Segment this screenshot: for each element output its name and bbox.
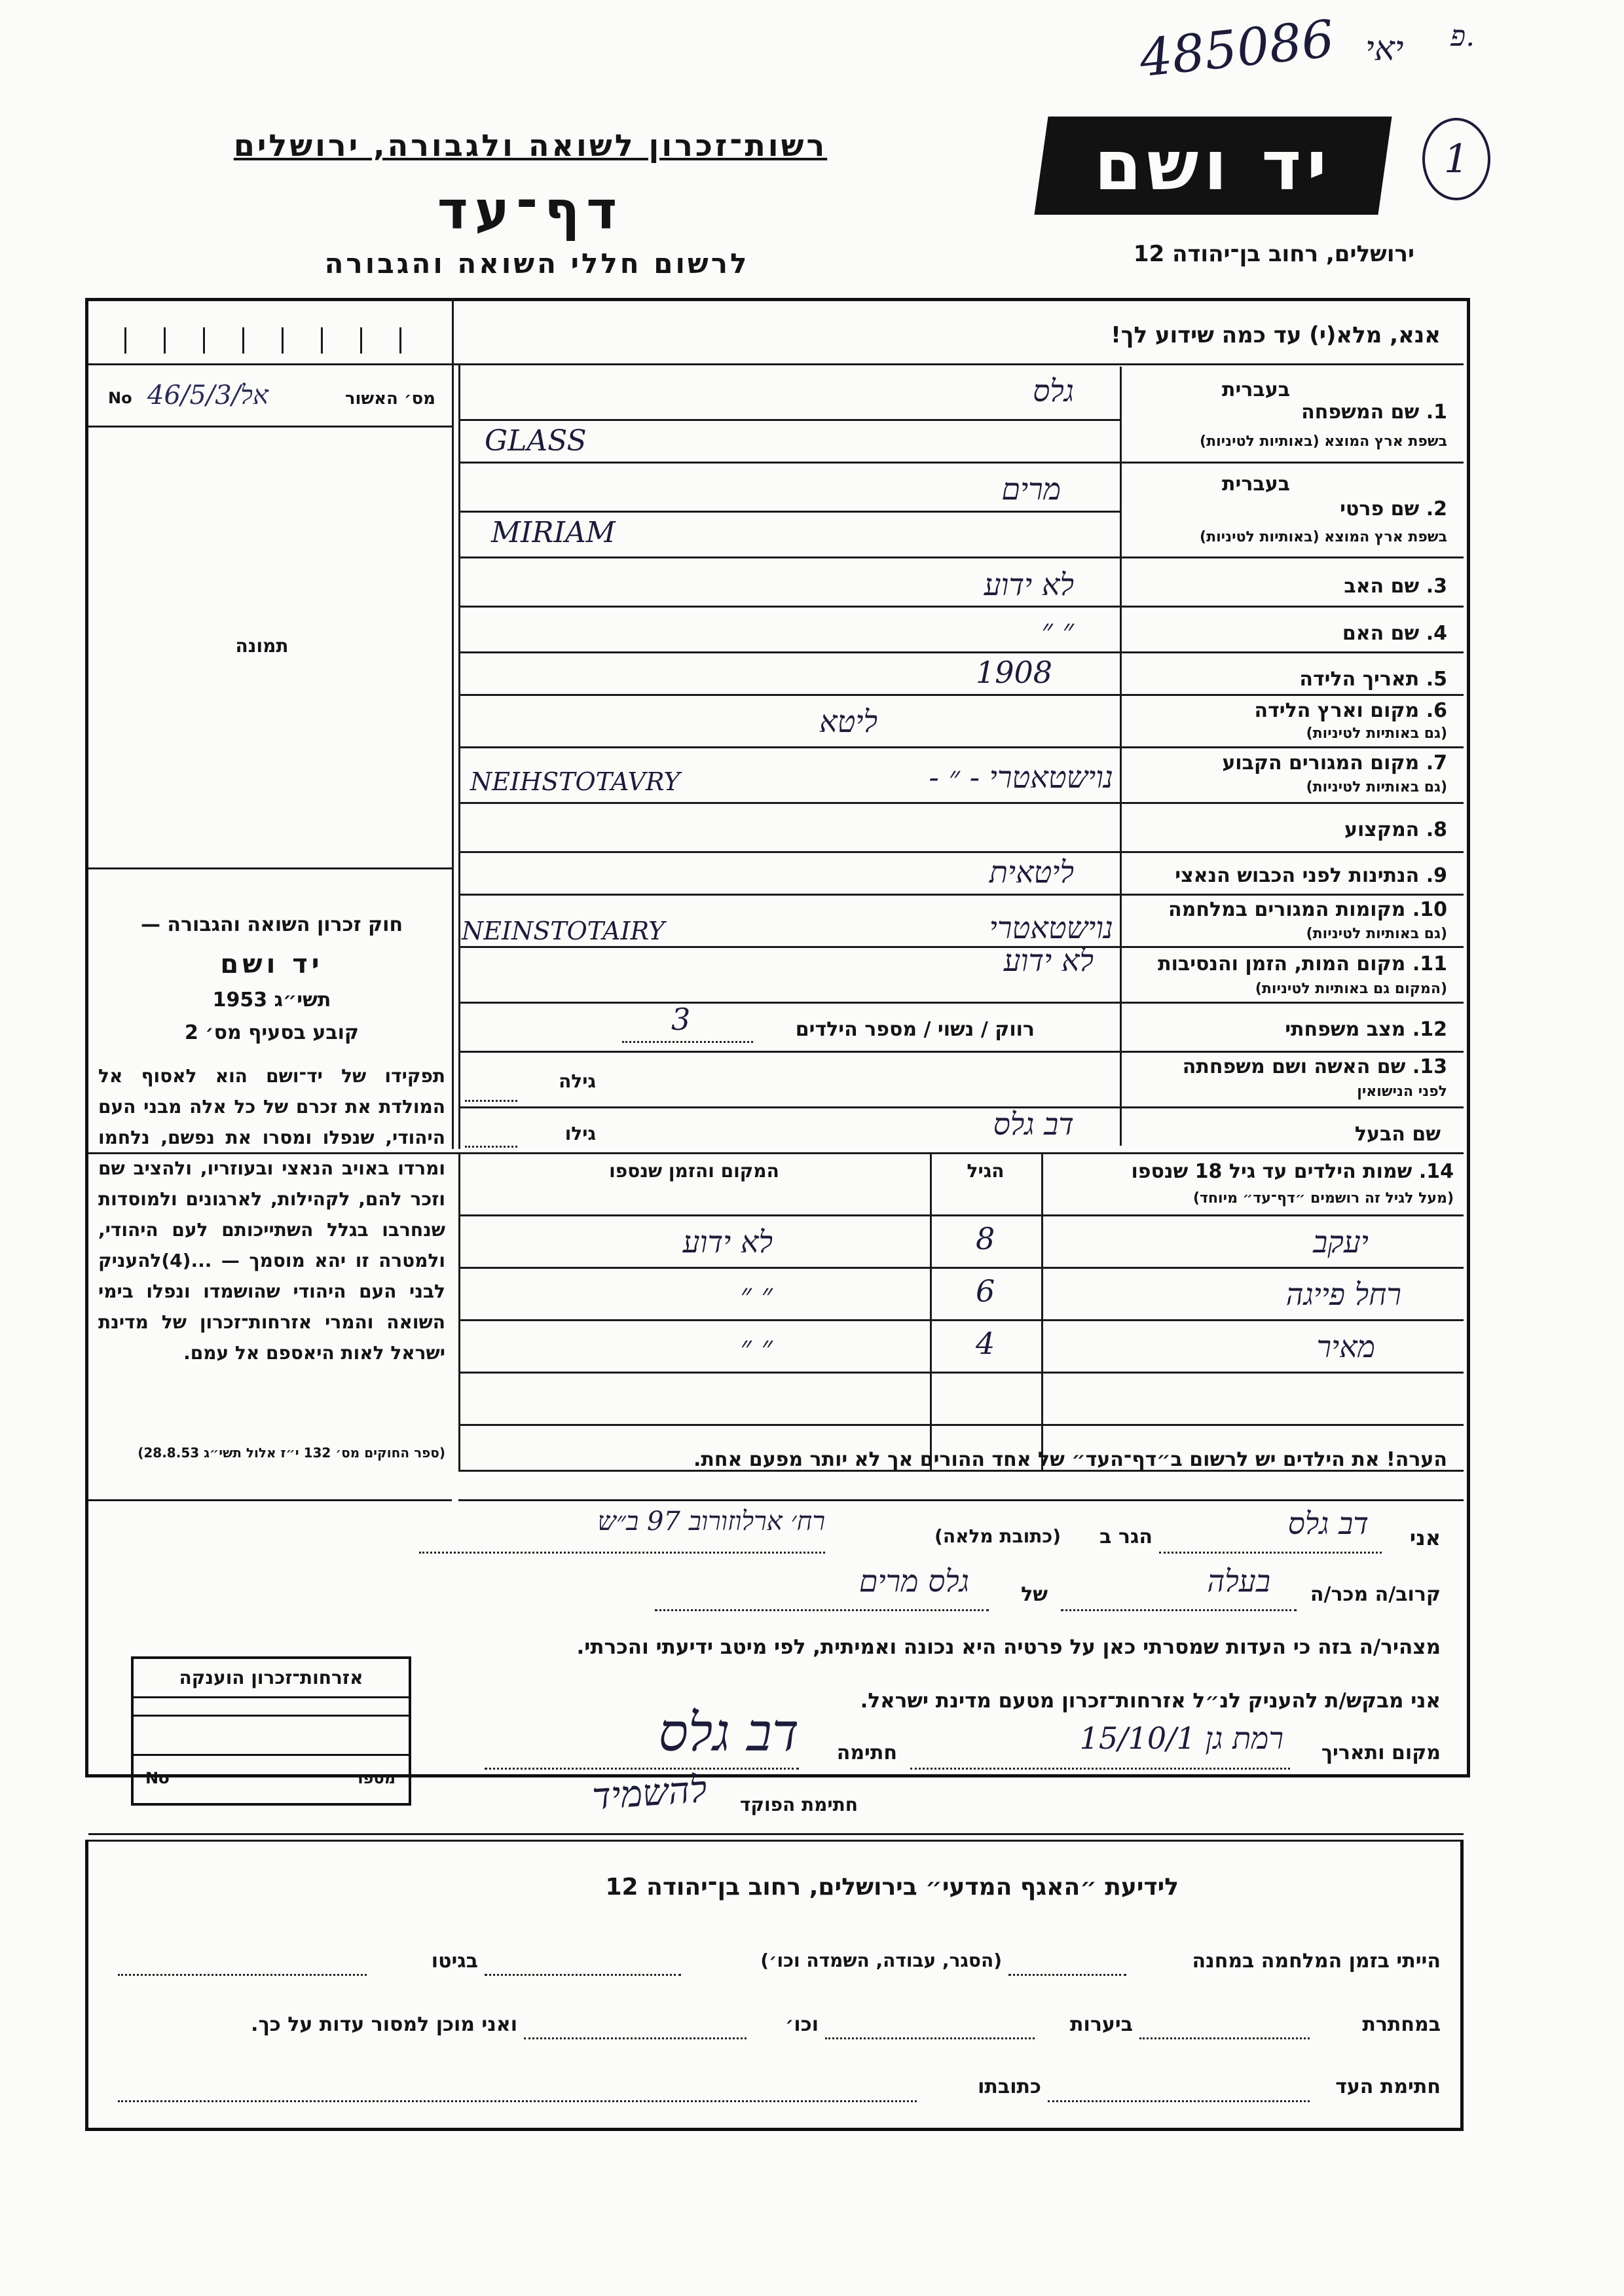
footer-underground-label: במחתרת: [1362, 2013, 1441, 2036]
stamp-no: No: [145, 1769, 170, 1787]
field-12-options: רווק / נשוי / מספר הילדים: [795, 1018, 1035, 1041]
husband-name-label: שם הבעל: [1354, 1123, 1441, 1146]
certificate-prefix: No: [108, 389, 132, 407]
field-7-latin-value: NEIHSTOTAVRY: [470, 767, 680, 796]
child-name: יעקב: [1313, 1224, 1369, 1260]
field-2-label: 2. שם פרטי: [1340, 498, 1447, 520]
law-text: תפקידו של יד־ושם הוא לאסוף אל המולדת את זכרם של כל אלה מבני העם היהודי, שנפלו ומסרו את נפשם, נלחמו ומרדו באויב הנאצי ובעוזריו, ולהציב שם וזכר להם, לקהילות, לארגונים ולמוסדות שנחרבו בגלל השתייכותם לעם היהודי, ולמטרה זו יהא מוסמך — ...(4)להעניק לבני העם היהודי שהושמדו ונפלו בימי השואה והמרי אזרחות־זכרון של מדינת ישראל לאות היאספם אל עמם.: [98, 1065, 445, 1364]
yad-vashem-logo: [1034, 117, 1392, 215]
field-5-label: 5. תאריך הלידה: [1299, 668, 1447, 691]
place-date-value: רמת גן 15/10/1: [1079, 1721, 1283, 1756]
field-2-latin-value: MIRIAM: [491, 516, 616, 549]
child-age: 6: [976, 1273, 995, 1309]
field-13-label: 13. שם האשה ושם משפחתה: [1182, 1055, 1447, 1078]
resides-label: הגר ב: [1099, 1525, 1153, 1548]
footer-forests-label: ביערות: [1070, 2013, 1133, 2036]
field-1-hebrew-value: גלס: [1033, 373, 1074, 409]
child-place: ״ ״: [740, 1277, 773, 1312]
declaration-i-label: אני: [1409, 1525, 1441, 1550]
official-signature: להשמיד: [591, 1768, 709, 1819]
signature-label: חתימה: [836, 1741, 897, 1764]
field-7-sub: (גם באותיות לטיניות): [1306, 779, 1447, 795]
archive-number: 485086: [1137, 9, 1337, 89]
organization-name: רשות־זכרון לשואה ולגבורה, ירושלים: [233, 128, 828, 163]
field-7-hebrew-value: נוישטאטרי - ״ -: [929, 759, 1113, 795]
of-value: גלס מרים: [858, 1563, 969, 1599]
declarant-address: רח׳ ארלוזורוב 97 ב״ש: [597, 1506, 825, 1537]
stamp-number-label: מספר: [354, 1769, 396, 1787]
footer-title: לידיעת ״האגף המדעי״ בירושלים, רחוב בן־יהודה 12: [605, 1874, 1179, 1901]
field-9-label: 9. הנתינות לפני הכבוש הנאצי: [1175, 864, 1447, 887]
instruction-text: אנא, מלא(י) עד כמה שידוע לך!: [1111, 322, 1441, 348]
label-column-divider: [1120, 367, 1122, 1146]
footer-testimony-text: ואני מוכן למסור עדות על כך.: [251, 2013, 517, 2036]
citizenship-stamp-box: [131, 1656, 411, 1806]
footer-camp-types: (הסגר, עבודה, השמדה וכו׳): [760, 1950, 1002, 1971]
page-mark: פ.: [1450, 20, 1475, 53]
header-address: ירושלים, רחוב בן־יהודה 12: [1133, 241, 1414, 267]
declarant-name: דב גלס: [1287, 1506, 1369, 1541]
child-age: 8: [976, 1221, 995, 1256]
field-9-value: ליטאית: [989, 854, 1074, 890]
circled-number: 1: [1443, 136, 1469, 182]
husband-name-value: דב גלס: [993, 1106, 1074, 1142]
law-clause: קובע בסעיף מס׳ 2: [184, 1021, 360, 1044]
logo-text: יד ושם: [1094, 126, 1332, 206]
place-date-label: מקום ותאריך: [1321, 1741, 1441, 1764]
field-6-label: 6. מקום וארץ הלידה: [1254, 699, 1447, 722]
field-2-sub: בשפת ארץ המוצא (באותיות לטיניות): [1200, 529, 1447, 545]
office-ticks: [124, 327, 439, 354]
field-6-value: ליטא: [819, 704, 877, 739]
footer-address-label: כתובתו: [978, 2075, 1041, 2098]
child-place: לא ידוע: [682, 1224, 773, 1260]
left-column-divider-2: [458, 363, 460, 1149]
field-11-value: לא ידוע: [1003, 943, 1094, 978]
left-column-divider: [452, 298, 454, 1149]
certificate-value: אל/46/5/3: [147, 380, 268, 410]
footer-camp-label: הייתי בזמן המלחמה במחנה: [1192, 1950, 1441, 1973]
of-label: של: [1021, 1583, 1048, 1606]
children-title: 14. שמות הילדים עד גיל 18 שנספו: [1131, 1160, 1454, 1183]
child-place: ״ ״: [740, 1329, 773, 1364]
form-title: דף־עד: [437, 180, 624, 241]
law-title: חוק זכרון השואה והגבורה —: [140, 913, 403, 936]
field-13-age-label: גילה: [559, 1070, 596, 1092]
child-age: 4: [976, 1326, 995, 1361]
field-3-label: 3. שם האב: [1344, 575, 1447, 598]
field-4-label: 4. שם האם: [1342, 622, 1447, 645]
declaration-text: מצהיר/ה בזה כי העדות שמסרתי כאן על פרטיה היא נכונה ואמיתית, לפי מיטב ידיעתי והכרתי.: [576, 1635, 1441, 1659]
field-6-sub: (גם באותיות לטיניות): [1306, 725, 1447, 742]
children-age-header: הגיל: [967, 1160, 1005, 1182]
field-10-sub: (גם באותיות לטיניות): [1306, 926, 1447, 942]
field-12-children-count: 3: [671, 1002, 691, 1037]
field-10-hebrew-value: נוישטאטרי: [989, 910, 1113, 945]
request-text: אני מבקש/ת להעניק לנ״ל אזרחות־זכרון מטעם מדינת ישראל.: [860, 1689, 1441, 1713]
field-4-value: ״ ״: [1041, 612, 1074, 647]
field-10-label: 10. מקומות המגורים במלחמה: [1168, 898, 1447, 921]
field-11-sub: (המקום גם באותיות לטיניות): [1255, 981, 1447, 997]
field-2-hebrew-value: מרים: [1001, 471, 1061, 507]
law-source: (ספר החוקים מס׳ 132 י״ז אלול תשי״ג 28.8.53): [138, 1445, 445, 1461]
husband-age-label: גילו: [564, 1123, 596, 1144]
photo-label: תמונה: [235, 635, 289, 657]
row-divider: [88, 363, 1464, 365]
field-7-label: 7. מקום המגורים הקבוע: [1222, 752, 1447, 774]
field-12-label: 12. מצב משפחתי: [1285, 1018, 1447, 1041]
stamp-title: אזרחות־זכרון הוענקה: [134, 1659, 409, 1698]
field-1-latin-value: GLASS: [485, 424, 587, 458]
children-note: הערה! את הילדים יש לרשום ב״דף־העד״ של אחד ההורים אך לא יותר מפעם אחת.: [693, 1448, 1447, 1471]
field-1-sub: בשפת ארץ המוצא (באותיות לטיניות): [1200, 433, 1447, 450]
archive-mark: יאי: [1365, 29, 1404, 69]
children-place-header: המקום והזמן שנספו: [609, 1160, 779, 1182]
field-10-latin-value: NEINSTOTAIRY: [462, 917, 665, 945]
child-name: רחל פייגה: [1285, 1277, 1401, 1312]
field-3-value: לא ידוע: [984, 567, 1074, 602]
certificate-field: [108, 380, 442, 419]
footer-frame: [85, 1840, 1464, 2131]
address-hint: (כתובת מלאה): [934, 1525, 1061, 1547]
children-subtitle: (מעל לגיל זה רושמים ״דף־עד״ מיוחד): [1192, 1190, 1454, 1207]
field-11-label: 11. מקום המות, הזמן והנסיבות: [1158, 953, 1447, 975]
law-name: יד ושם: [220, 949, 323, 979]
relation-value: בעלה: [1207, 1563, 1270, 1599]
field-2-hebrew-tag-text: בעברית: [1222, 473, 1290, 496]
circled-mark: [1422, 118, 1490, 200]
field-8-label: 8. המקצוע: [1344, 818, 1447, 841]
footer-witness-signature-label: חתימת העד: [1335, 2075, 1441, 2098]
declarant-signature: דב גלס: [658, 1702, 799, 1763]
form-subtitle: לרשום חללי השואה והגבורה: [324, 247, 750, 280]
field-5-value: 1908: [976, 655, 1053, 690]
field-13-sub: לפני הנישואין: [1357, 1084, 1447, 1100]
relative-label: קרוב/ה מכר/ה: [1310, 1583, 1441, 1606]
certificate-label: מס׳ האשור: [344, 389, 435, 409]
footer-ghetto-label: בגיטו: [431, 1950, 478, 1973]
footer-etc-label: וכו׳: [785, 2013, 819, 2036]
official-signature-label: חתימת הפוקד: [739, 1794, 858, 1815]
field-1-label: 1. שם המשפחה: [1301, 401, 1447, 424]
child-name: מאיר: [1316, 1329, 1375, 1364]
field-1-hebrew-tag-text: בעברית: [1222, 378, 1290, 401]
law-year: תשי״ג 1953: [212, 989, 331, 1011]
